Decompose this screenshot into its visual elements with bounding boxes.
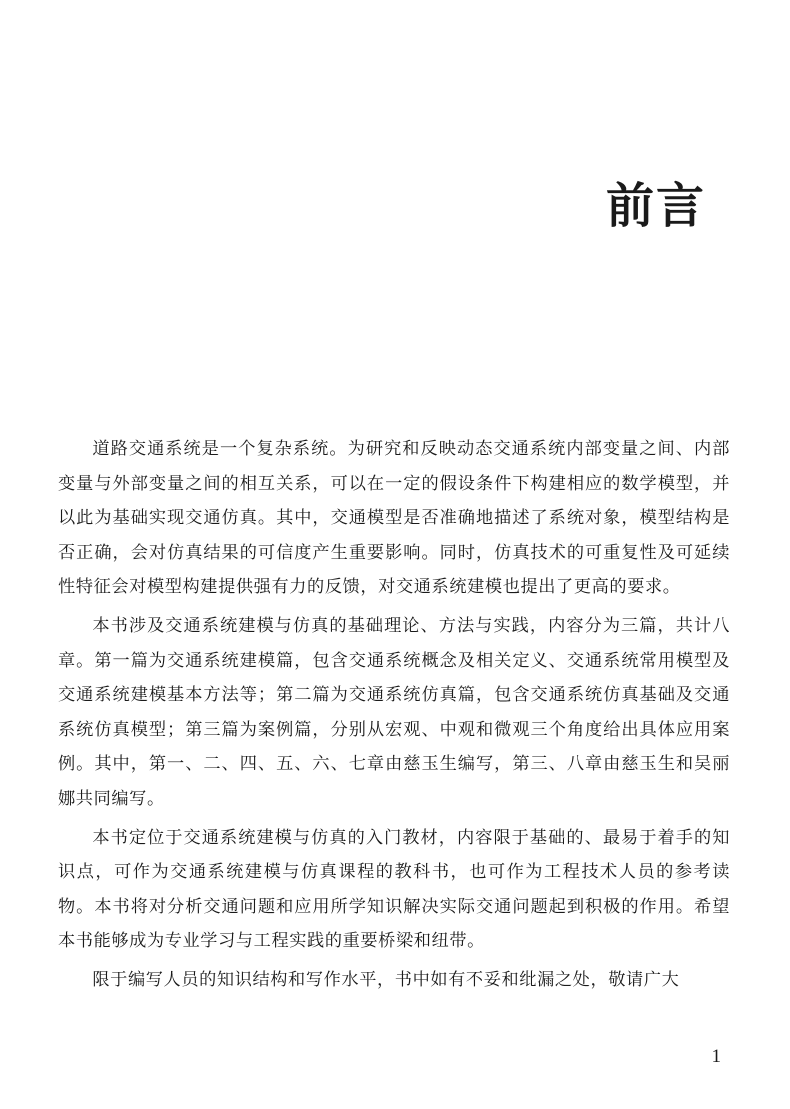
paragraph-1: 道路交通系统是一个复杂系统。为研究和反映动态交通系统内部变量之间、内部变量与外部变量之间的相互关系，可以在一定的假设条件下构建相应的数学模型，并以此为基础实现交通仿真。其中，交通模型是否准确地描述了系统对象，模型结构是否正确，会对仿真结果的可信度产生重要影响。同时，仿真技术的可重复性及可延续性特征会对模型构建提供强有力的反馈，对交通系统建模也提出了更高的要求。 (58, 439, 730, 598)
chapter-title: 前言 (605, 178, 706, 235)
page-number: 1 (711, 1046, 721, 1067)
paragraph-4: 限于编写人员的知识结构和写作水平，书中如有不妥和纰漏之处，敬请广大 (92, 969, 680, 990)
body-text (58, 432, 730, 1002)
paragraph-3: 本书定位于交通系统建模与仿真的入门教材，内容限于基础的、最易于着手的知识点，可作为交通系统建模与仿真课程的教科书，也可作为工程技术人员的参考读物。本书将对分析交通问题和应用所学知识解决实际交通问题起到积极的作用。希望本书能够成为专业学习与工程实践的重要桥梁和纽带。 (58, 827, 730, 952)
paragraph-2: 本书涉及交通系统建模与仿真的基础理论、方法与实践，内容分为三篇，共计八章。第一篇为交通系统建模篇，包含交通系统概念及相关定义、交通系统常用模型及交通系统建模基本方法等；第二篇为交通系统仿真篇，包含交通系统仿真基础及交通系统仿真模型；第三篇为案例篇，分别从宏观、中观和微观三个角度给出具体应用案例。其中，第一、二、四、五、六、七章由慈玉生编写，第三、八章由慈玉生和吴丽娜共同编写。 (58, 615, 730, 809)
